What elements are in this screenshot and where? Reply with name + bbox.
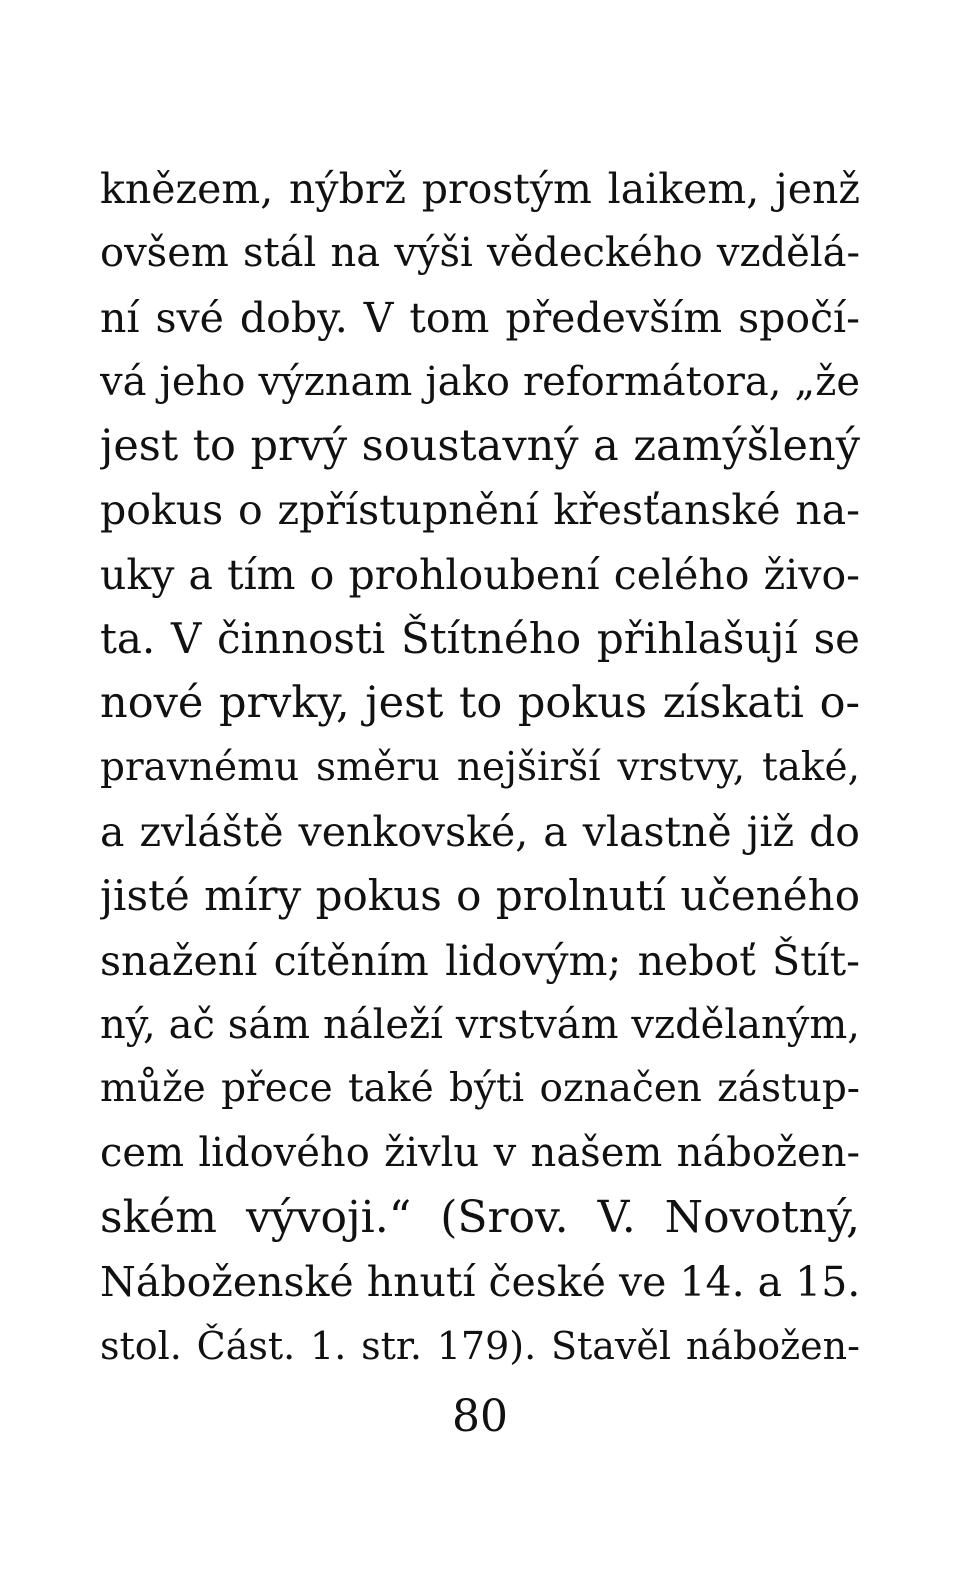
text-line: a zvláště venkovské, a vlastně již do bbox=[100, 807, 860, 856]
page-number: 80 bbox=[452, 1391, 508, 1442]
text-line: snažení cítěním lidovým; neboť Štít- bbox=[100, 936, 860, 985]
text-line: ském vývoji.“ (Srov. V. Novotný, bbox=[100, 1191, 860, 1243]
text-line: jisté míry pokus o prolnutí učeného bbox=[100, 871, 860, 921]
text-line: knězem, nýbrž prostým laikem, jenž bbox=[100, 165, 860, 213]
text-line: uky a tím o prohloubení celého živo- bbox=[100, 550, 860, 599]
text-line: ní své doby. V tom především spočí- bbox=[100, 293, 860, 342]
text-line: cem lidového živlu v našem nábožen- bbox=[100, 1130, 860, 1177]
text-line: ný, ač sám náleží vrstvám vzdělaným, bbox=[100, 1001, 860, 1048]
text-line: stol. Část. 1. str. 179). Stavěl nábožen- bbox=[100, 1324, 860, 1369]
text-line: ta. V činnosti Štítného přihlašují se bbox=[100, 614, 860, 664]
text-line: vá jeho význam jako reformátora, „že bbox=[100, 358, 860, 405]
text-line: Náboženské hnutí české ve 14. a 15. bbox=[100, 1258, 860, 1307]
text-line: pravnému směru nejširší vrstvy, také, bbox=[100, 744, 860, 790]
text-line: může přece také býti označen zástup- bbox=[100, 1066, 860, 1112]
text-line: nové prvky, jest to pokus získati o- bbox=[100, 678, 860, 729]
text-line: ovšem stál na výši vědeckého vzdělá- bbox=[100, 230, 860, 277]
text-line: jest to prvý soustavný a zamýšlený bbox=[100, 421, 860, 472]
text-line: pokus o zpřístupnění křesťanské na- bbox=[100, 486, 860, 535]
body-text bbox=[100, 157, 860, 1379]
